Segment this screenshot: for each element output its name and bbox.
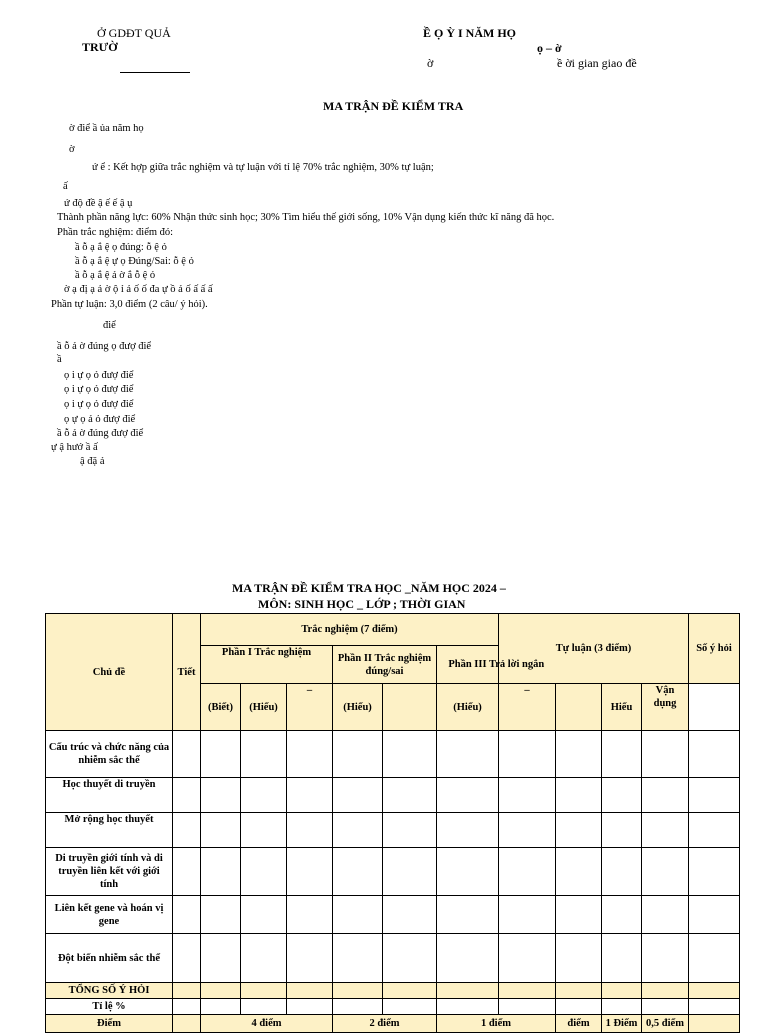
- topic-name: Đột biến nhiễm sắc thể: [46, 934, 173, 983]
- intro-line: Phần tự luận: 3,0 điểm (2 câu/ ý hỏi).: [51, 299, 208, 310]
- intro-line: Thành phần năng lực: 60% Nhận thức sinh học; 30% Tìm hiểu thế giới sống, 10% Vận dụng kiến thức kĩ năng đã học.: [57, 212, 555, 223]
- ratio-row: [46, 999, 740, 1015]
- topic-name: Di truyền giới tính và di truyền liên kết với giới tính: [46, 848, 173, 896]
- topic-name: Mở rộng học thuyết: [46, 813, 173, 848]
- exam-handout-note: ề ời gian giao đề: [557, 56, 637, 70]
- header-tiet: Tiết: [173, 614, 201, 731]
- dept-name: Ở GDĐT QUẢ: [97, 26, 171, 40]
- sub-header: –: [287, 684, 333, 731]
- section-title: MA TRẬN ĐỀ KIỂM TRA: [323, 99, 464, 113]
- intro-line: Phần trắc nghiệm: điểm đó:: [57, 227, 174, 238]
- table-title: MA TRẬN ĐỀ KIỂM TRA HỌC _NĂM HỌC 2024 –: [232, 581, 506, 595]
- intro-line: ầ ỗ ạ ắ ệ ự ọ Đúng/Sai: ỗ ệ ỏ: [75, 256, 194, 267]
- sub-header-empty: [689, 684, 740, 731]
- header-so-y-hoi: Số ý hỏi: [689, 614, 740, 684]
- header-trac-nghiem: Trắc nghiệm (7 điểm): [201, 614, 499, 646]
- score-label: Điểm: [46, 1015, 173, 1033]
- intro-line: ờ điể ầ ủa năm họ: [69, 123, 144, 134]
- score-value: 1 điểm: [437, 1015, 556, 1033]
- sub-header: (Hiểu): [333, 684, 383, 731]
- intro-line: ầ ỗ ả ờ đúng ọ đượ điể: [57, 341, 152, 352]
- table-row: [46, 813, 740, 848]
- sub-header: (Biết): [201, 684, 241, 731]
- intro-line: điể: [103, 320, 116, 331]
- intro-line: ọ i ự ọ ỏ đượ điể: [64, 370, 134, 381]
- exam-title: Ề Ọ Ỳ I NĂM HỌ: [423, 26, 516, 40]
- sub-header: Vận dụng: [642, 684, 689, 731]
- school-name: TRƯỜ: [82, 40, 118, 54]
- intro-line: ọ i ự ọ ỏ đượ điể: [64, 399, 134, 410]
- intro-line: ọ i ự ọ ỏ đượ điể: [64, 384, 134, 395]
- intro-line: ầ ỗ ạ ắ ệ ả ờ ắ ỗ ệ ỏ: [75, 270, 156, 281]
- sub-header: [556, 684, 602, 731]
- sub-header: –: [499, 684, 556, 731]
- school-year: ọ – ờ: [537, 41, 562, 55]
- score-value: 4 điểm: [201, 1015, 333, 1033]
- score-value: 1 Điểm: [602, 1015, 642, 1033]
- score-value: 2 điểm: [333, 1015, 437, 1033]
- intro-line: ấ: [63, 181, 68, 192]
- total-label: TỔNG SỐ Ý HỎI: [46, 983, 173, 999]
- sub-header: [383, 684, 437, 731]
- intro-line: ậ đặ ả: [80, 456, 105, 467]
- sub-header: (Hiểu): [241, 684, 287, 731]
- topic-name: Học thuyết di truyền: [46, 778, 173, 813]
- table-row: [46, 731, 740, 778]
- matrix-table: [45, 613, 740, 1033]
- sub-header: Hiểu: [602, 684, 642, 731]
- table-row: [46, 778, 740, 813]
- topic-name: Liên kết gene và hoán vị gene: [46, 896, 173, 934]
- school-underline: [120, 72, 190, 73]
- intro-line: ờ: [69, 144, 75, 155]
- ratio-label: Tỉ lệ %: [46, 999, 173, 1015]
- header-chu-de: Chủ đề: [46, 614, 173, 731]
- intro-line: ầ: [57, 354, 62, 365]
- table-row: [46, 934, 740, 983]
- topic-name: Cấu trúc và chức năng của nhiễm sắc thể: [46, 731, 173, 778]
- header-tu-luan: Tự luận (3 điểm): [499, 614, 689, 684]
- intro-line: ự ậ hướ ầ ấ: [51, 442, 98, 453]
- intro-line: ứ độ đề ậ ế ế ậ ụ: [64, 198, 133, 209]
- intro-line: ứ ể : Kết hợp giữa trắc nghiệm và tự luận với tỉ lệ 70% trắc nghiệm, 30% tự luận;: [92, 162, 434, 173]
- exam-time-label: ờ: [427, 56, 434, 70]
- header-phan-1: Phần I Trắc nghiệm: [201, 646, 333, 684]
- sub-header: (Hiểu): [437, 684, 499, 731]
- intro-line: ọ ự ọ ả ỏ đượ điể: [64, 414, 136, 425]
- table-subtitle: MÔN: SINH HỌC _ LỚP ; THỜI GIAN: [258, 597, 466, 611]
- score-value: 0,5 điểm: [642, 1015, 689, 1033]
- header-phan-3: Phần III Trả lời ngắn: [437, 646, 556, 684]
- table-row: [46, 848, 740, 896]
- table-row: [46, 896, 740, 934]
- intro-line: ầ ỗ ạ ắ ệ ọ đúng: ỗ ệ ỏ: [75, 242, 167, 253]
- total-row: [46, 983, 740, 999]
- score-value: điểm: [556, 1015, 602, 1033]
- intro-line: ầ ỗ ả ờ đúng đượ điể: [57, 428, 144, 439]
- intro-line: ờ ạ đị ạ ả ờ ộ ỉ ả ố ố đa ự ồ ả ố ấ ấ ấ: [64, 284, 213, 295]
- header-phan-2: Phần II Trắc nghiệm đúng/sai: [333, 646, 437, 684]
